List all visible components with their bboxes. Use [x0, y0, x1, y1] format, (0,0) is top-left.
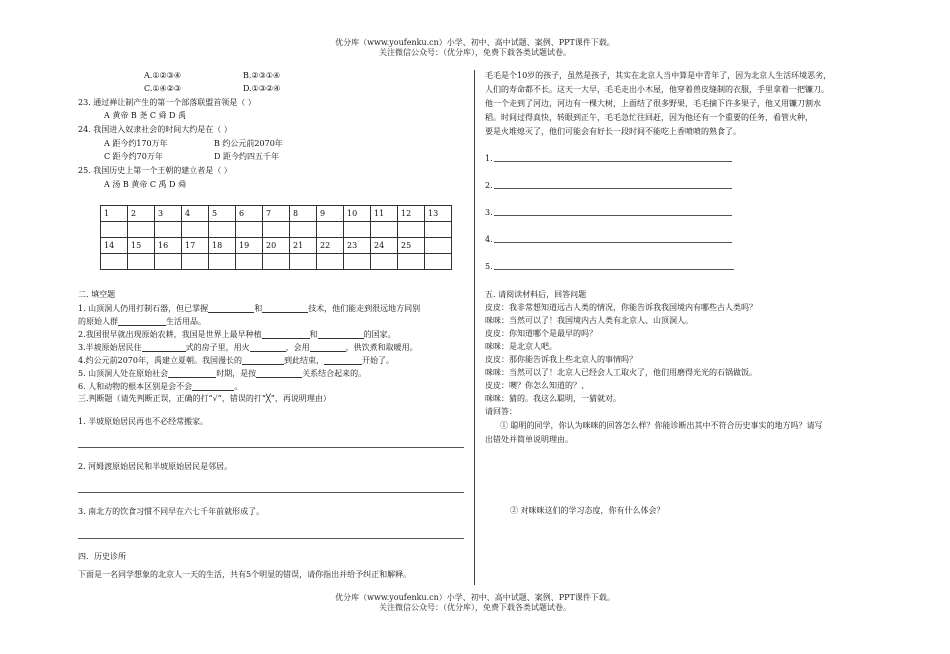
dialog-line: 咪咪：猜的。我这么聪明，一猜就对。 [485, 394, 621, 403]
answer-line[interactable] [78, 492, 464, 493]
fill-1-line-2 [78, 317, 206, 326]
fill-1-text-c: 技术，他们能走到很远地方同别 [308, 304, 421, 313]
grid-cell: 25 [398, 238, 425, 254]
fill-blank[interactable] [310, 343, 346, 352]
fill-1-line-1 [78, 304, 420, 313]
fill-blank[interactable] [318, 330, 364, 339]
grid-answer-cell[interactable] [371, 254, 398, 270]
fill-5 [78, 369, 366, 378]
grid-answer-cell[interactable] [236, 222, 263, 238]
fill-blank[interactable] [118, 317, 166, 326]
grid-cell: 14 [101, 238, 128, 254]
grid-answer-cell[interactable] [128, 254, 155, 270]
answer-grid-row-1-blank [101, 222, 452, 238]
fill-5-text-c: 关系结合起来的。 [302, 369, 367, 378]
grid-cell: 8 [290, 206, 317, 222]
grid-answer-cell[interactable] [371, 222, 398, 238]
grid-answer-cell[interactable] [317, 254, 344, 270]
grid-cell [425, 238, 452, 254]
dialog-line: 皮皮：那你能告诉我上些北京人的事情吗？ [485, 355, 637, 364]
fill-6-text-b: 。 [234, 382, 243, 391]
story-line: 他一个走到了河边，河边有一棵大树，上面结了很多野果，毛毛摘下许多果子，他又用镰刀割水 [485, 99, 821, 108]
grid-answer-cell[interactable] [398, 222, 425, 238]
answer-label: 2. [485, 181, 493, 190]
answer-line[interactable] [494, 161, 732, 162]
fill-1-text-b: 和 [254, 304, 263, 313]
grid-cell: 3 [155, 206, 182, 222]
grid-cell: 11 [371, 206, 398, 222]
answer-line[interactable] [494, 242, 732, 243]
sub-question-2: ② 对咪咪这们的学习态度，你有什么体会？ [510, 506, 665, 515]
page-header-line2: 关注微信公众号：（优分库），免费下载各类试题试卷。 [379, 48, 571, 57]
story-line: 毛毛是个10岁的孩子，虽然是孩子，其实在北京人当中算是中青年了，因为北京人生活环境恶劣， [485, 71, 832, 80]
grid-answer-cell[interactable] [425, 254, 452, 270]
grid-answer-cell[interactable] [236, 254, 263, 270]
question-24-option-b: B 约公元前2070年 [214, 139, 283, 148]
grid-cell: 24 [371, 238, 398, 254]
grid-answer-cell[interactable] [425, 222, 452, 238]
grid-cell: 13 [425, 206, 452, 222]
grid-cell: 4 [182, 206, 209, 222]
dialog-line: 咪咪：是北京人吧。 [485, 342, 557, 351]
question-25: 25. 我国历史上第一个王朝的建立者是（ ） [78, 166, 232, 175]
answer-grid-row-1 [101, 206, 452, 222]
grid-cell: 16 [155, 238, 182, 254]
option-d: D.①③②④ [243, 84, 281, 93]
story-line: 稻。时间过得真快，转眼到正午，毛毛急忙往回赶，因为他还有一个重要的任务，看管火种， [485, 113, 813, 122]
fill-3-text-a: 3.半坡原始居民住 [78, 343, 142, 352]
fill-blank[interactable] [324, 356, 362, 365]
grid-answer-cell[interactable] [344, 254, 371, 270]
fill-blank[interactable] [256, 369, 302, 378]
answer-line[interactable] [494, 215, 732, 216]
question-24-option-a: A 距今约170万年 [104, 139, 168, 148]
dialog-line: 皮皮：你知道哪个是最早的吗？ [485, 329, 597, 338]
question-23: 23. 通过禅让制产生的第一个部落联盟首领是（ ） [78, 98, 256, 107]
grid-cell: 12 [398, 206, 425, 222]
page-footer-line2: 关注微信公众号：（优分库），免费下载各类试题试卷。 [379, 603, 571, 612]
answer-label: 3. [485, 208, 493, 217]
grid-answer-cell[interactable] [263, 254, 290, 270]
fill-1-text-e: 生活用品。 [166, 317, 206, 326]
fill-5-text-a: 5. 山顶洞人处在原始社会 [78, 369, 169, 378]
answer-label: 1. [485, 154, 493, 163]
grid-cell: 2 [128, 206, 155, 222]
story-line: 要是火堆熄灭了，他们可能会有好长一段时间不能吃上香喷喷的熟食了。 [485, 127, 741, 136]
grid-answer-cell[interactable] [101, 222, 128, 238]
sub-question-1-line-2: 出错处并简单说明理由。 [485, 435, 573, 444]
question-25-options: A 汤 B 黄帝 C 禹 D 舜 [104, 180, 186, 189]
fill-4 [78, 356, 394, 365]
grid-cell: 5 [209, 206, 236, 222]
fill-2-text-c: 的国家。 [363, 330, 396, 339]
grid-cell: 6 [236, 206, 263, 222]
fill-2-text-b: 和 [309, 330, 318, 339]
grid-answer-cell[interactable] [290, 254, 317, 270]
grid-answer-cell[interactable] [290, 222, 317, 238]
fill-2 [78, 330, 396, 339]
grid-cell: 21 [290, 238, 317, 254]
fill-blank[interactable] [262, 330, 310, 339]
answer-label: 4. [485, 235, 493, 244]
grid-cell: 19 [236, 238, 263, 254]
grid-cell: 20 [263, 238, 290, 254]
grid-cell: 15 [128, 238, 155, 254]
fill-3 [78, 343, 418, 352]
grid-answer-cell[interactable] [155, 254, 182, 270]
grid-answer-cell[interactable] [155, 222, 182, 238]
option-a: A.①②③④ [144, 71, 182, 80]
page-header-line1: 优分库（www.youfenku.cn）小学、初中、高中试题、案例、PPT课件下载。 [335, 38, 615, 47]
fill-blank[interactable] [208, 304, 254, 313]
question-24: 24. 我国进入奴隶社会的时间大约是在（ ） [78, 125, 232, 134]
fill-4-text-c: 开始了。 [362, 356, 394, 365]
fill-2-text-a: 2.我国很早就出现原始农耕，我国是世界上最早种植 [78, 330, 262, 339]
fill-3-text-b: 式的房子里，用火 [185, 343, 250, 352]
dialog-line: 咪咪：当然可以了！北京人已经会人工取火了，他们用磨得光光的石锅做饭。 [485, 368, 757, 377]
answer-line[interactable] [494, 269, 734, 270]
fill-blank[interactable] [168, 369, 216, 378]
answer-grid [100, 205, 452, 270]
grid-cell: 17 [182, 238, 209, 254]
question-23-options: A 黄帝 B 尧 C 舜 D 禹 [104, 111, 186, 120]
fill-4-text-b: 到此结束， [284, 356, 324, 365]
answer-line[interactable] [78, 538, 464, 539]
section-4-title: 四．历史诊所 [78, 552, 126, 561]
judge-2: 2. 河姆渡原始居民和半坡原始居民是邻居。 [78, 462, 233, 471]
page-footer-line1: 优分库（www.youfenku.cn）小学、初中、高中试题、案例、PPT课件下载。 [335, 593, 615, 602]
grid-cell: 1 [101, 206, 128, 222]
answer-grid-row-2 [101, 238, 452, 254]
dialog-line: 皮皮：噢？你怎么知道的？、 [485, 381, 589, 390]
dialog-line: 咪咪：当然可以了！我国境内古人类有北京人、山顶洞人。 [485, 316, 693, 325]
grid-answer-cell[interactable] [317, 222, 344, 238]
grid-cell: 9 [317, 206, 344, 222]
grid-answer-cell[interactable] [209, 254, 236, 270]
fill-6 [78, 382, 242, 391]
grid-cell: 18 [209, 238, 236, 254]
grid-cell: 23 [344, 238, 371, 254]
fill-5-text-b: 时期，是按 [216, 369, 257, 378]
fill-blank[interactable] [242, 356, 284, 365]
fill-1-text-a: 1. 山顶洞人仍用打制石器，但已掌握 [78, 304, 209, 313]
dialog-line: 皮皮：我非常想知道远古人类的情况，你能告诉我我国境内有哪些古人类吗？ [485, 303, 757, 312]
fill-blank[interactable] [250, 343, 286, 352]
grid-answer-cell[interactable] [182, 222, 209, 238]
option-b: B.②③①④ [243, 71, 281, 80]
fill-3-text-d: ，供饮煮和取暖用。 [345, 343, 418, 352]
answer-label: 5. [485, 262, 493, 271]
sub-question-1-line-1: ① 聪明的同学，你认为咪咪的回答怎么样？你能诊断出其中不符合历史事实的地方吗？请写 [500, 421, 823, 430]
grid-answer-cell[interactable] [101, 254, 128, 270]
judge-1: 1. 半坡原始居民再也不必经常搬家。 [78, 417, 209, 426]
fill-6-text-a: 6. 人和动物的根本区别是会不会 [78, 382, 193, 391]
answer-line[interactable] [494, 188, 732, 189]
section-5-title: 五. 请阅读材料后，回答问题 [485, 290, 587, 299]
fill-3-text-c: ，会用 [285, 343, 310, 352]
grid-answer-cell[interactable] [398, 254, 425, 270]
fill-1-text-d: 的原始人群 [78, 317, 118, 326]
section-2-title: 二. 填空题 [78, 290, 116, 299]
grid-cell: 7 [263, 206, 290, 222]
section-3-title: 三.判断题（请先判断正误，正确的打“√”，错误的打“╳”，再说明理由） [78, 394, 331, 403]
story-line: 人们的寿命都不长。这天一大早，毛毛走出小木屋，他穿着兽皮缝制的衣服，手里拿着一把镰刀。 [485, 85, 829, 94]
grid-answer-cell[interactable] [344, 222, 371, 238]
fill-4-text-a: 4.约公元前2070年，禹建立夏朝。我国漫长的 [78, 356, 242, 365]
grid-answer-cell[interactable] [209, 222, 236, 238]
grid-answer-cell[interactable] [128, 222, 155, 238]
fill-blank[interactable] [262, 304, 308, 313]
question-24-option-c: C 距今约70万年 [104, 152, 163, 161]
grid-answer-cell[interactable] [263, 222, 290, 238]
grid-cell: 10 [344, 206, 371, 222]
fill-blank[interactable] [192, 382, 234, 391]
column-divider [474, 70, 475, 585]
answer-prompt: 请回答： [485, 407, 517, 416]
section-4-description: 下面是一名同学想象的北京人一天的生活，共有5个明显的错误，请你指出并给予纠正和解释。 [78, 570, 412, 579]
option-c: C.①④②③ [144, 84, 182, 93]
fill-blank[interactable] [142, 343, 186, 352]
answer-line[interactable] [78, 447, 464, 448]
grid-answer-cell[interactable] [182, 254, 209, 270]
answer-grid-row-2-blank [101, 254, 452, 270]
grid-cell: 22 [317, 238, 344, 254]
judge-3: 3. 南北方的饮食习惯不同早在六七千年前就形成了。 [78, 507, 265, 516]
question-24-option-d: D 距今约四五千年 [214, 152, 279, 161]
